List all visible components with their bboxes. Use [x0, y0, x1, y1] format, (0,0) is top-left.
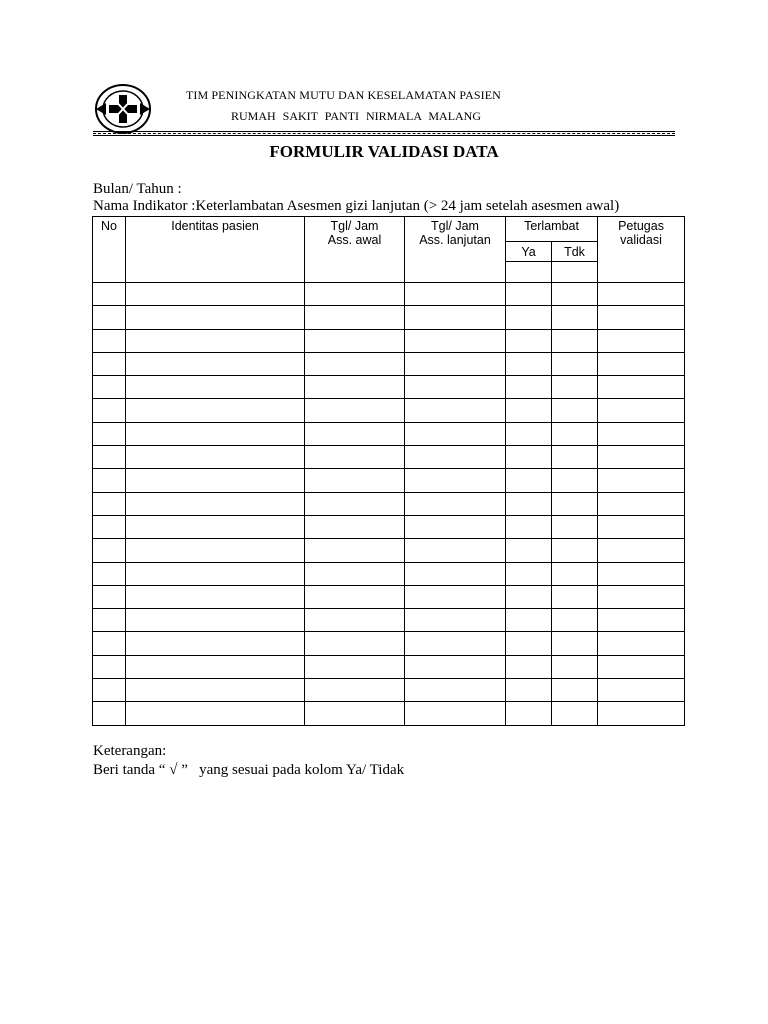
col-header-tgl-awal-line1: Tgl/ Jam	[330, 219, 379, 233]
col-header-no: No	[93, 217, 126, 283]
table-row	[93, 562, 685, 585]
table-cell[interactable]	[93, 469, 126, 492]
col-header-tgl-lanjutan-line2: Ass. lanjutan	[419, 233, 491, 247]
col-header-tgl-awal	[305, 217, 405, 283]
table-row	[93, 469, 685, 492]
table-row	[93, 702, 685, 725]
table-cell[interactable]	[305, 352, 405, 375]
keterangan-label: Keterangan:	[93, 743, 167, 759]
table-cell[interactable]	[506, 702, 552, 725]
table-cell[interactable]	[506, 376, 552, 399]
col-header-tdk: Tdk	[552, 242, 598, 262]
table-cell[interactable]	[405, 539, 506, 562]
table-cell[interactable]	[552, 632, 598, 655]
table-cell[interactable]	[126, 446, 305, 469]
table-cell[interactable]	[598, 446, 685, 469]
table-cell[interactable]	[305, 515, 405, 538]
table-cell[interactable]	[552, 702, 598, 725]
table-cell[interactable]	[405, 399, 506, 422]
table-cell[interactable]	[506, 679, 552, 702]
table-cell[interactable]	[305, 306, 405, 329]
col-header-tgl-lanjutan-line1: Tgl/ Jam	[431, 219, 479, 233]
table-cell[interactable]	[93, 422, 126, 445]
table-row	[93, 306, 685, 329]
table-cell[interactable]	[93, 492, 126, 515]
table-cell[interactable]	[506, 306, 552, 329]
table-cell[interactable]	[552, 655, 598, 678]
table-cell[interactable]	[93, 352, 126, 375]
table-cell[interactable]	[506, 585, 552, 608]
table-cell[interactable]	[598, 585, 685, 608]
table-row	[93, 399, 685, 422]
table-cell[interactable]	[405, 422, 506, 445]
table-cell[interactable]	[126, 702, 305, 725]
table-cell[interactable]	[598, 515, 685, 538]
table-cell[interactable]	[126, 632, 305, 655]
table-cell[interactable]	[405, 376, 506, 399]
table-cell[interactable]	[598, 399, 685, 422]
table-cell[interactable]	[552, 306, 598, 329]
table-cell[interactable]	[126, 539, 305, 562]
table-cell[interactable]	[405, 632, 506, 655]
keterangan-instruction: Beri tanda “ √ ” yang sesuai pada kolom Ya/ Tidak	[93, 762, 405, 778]
table-cell[interactable]	[126, 515, 305, 538]
header-blank-cell	[506, 262, 552, 283]
table-cell[interactable]	[598, 283, 685, 306]
table-cell[interactable]	[405, 306, 506, 329]
table-cell[interactable]	[305, 585, 405, 608]
table-cell[interactable]	[93, 562, 126, 585]
col-header-ya: Ya	[506, 242, 552, 262]
table-cell[interactable]	[126, 329, 305, 352]
table-row	[93, 329, 685, 352]
header-blank-cell	[552, 262, 598, 283]
table-cell[interactable]	[93, 702, 126, 725]
table-cell[interactable]	[305, 329, 405, 352]
table-cell[interactable]	[305, 422, 405, 445]
table-cell[interactable]	[598, 632, 685, 655]
table-cell[interactable]	[506, 422, 552, 445]
table-cell[interactable]	[552, 585, 598, 608]
table-cell[interactable]	[598, 562, 685, 585]
table-cell[interactable]	[305, 632, 405, 655]
validation-table	[92, 216, 685, 726]
table-cell[interactable]	[126, 422, 305, 445]
table-cell[interactable]	[405, 585, 506, 608]
header-line2: RUMAH SAKIT PANTI NIRMALA MALANG	[231, 109, 482, 123]
table-cell[interactable]	[405, 679, 506, 702]
table-cell[interactable]	[552, 399, 598, 422]
table-cell[interactable]	[126, 562, 305, 585]
table-cell[interactable]	[93, 515, 126, 538]
table-cell[interactable]	[405, 609, 506, 632]
table-cell[interactable]	[552, 469, 598, 492]
table-cell[interactable]	[126, 283, 305, 306]
table-row	[93, 492, 685, 515]
table-cell[interactable]	[552, 376, 598, 399]
col-header-tgl-lanjutan	[405, 217, 506, 283]
table-cell[interactable]	[305, 679, 405, 702]
table-cell[interactable]	[552, 283, 598, 306]
table-row	[93, 376, 685, 399]
table-row	[93, 609, 685, 632]
table-cell[interactable]	[405, 655, 506, 678]
table-cell[interactable]	[552, 352, 598, 375]
table-cell[interactable]	[126, 399, 305, 422]
table-row	[93, 655, 685, 678]
table-row	[93, 446, 685, 469]
table-cell[interactable]	[126, 609, 305, 632]
table-cell[interactable]	[598, 376, 685, 399]
table-cell[interactable]	[405, 446, 506, 469]
table-cell[interactable]	[506, 515, 552, 538]
table-cell[interactable]	[126, 376, 305, 399]
table-cell[interactable]	[598, 702, 685, 725]
table-row	[93, 352, 685, 375]
table-row	[93, 632, 685, 655]
table-cell[interactable]	[93, 609, 126, 632]
table-cell[interactable]	[552, 562, 598, 585]
col-header-terlambat: Terlambat	[506, 217, 598, 242]
table-cell[interactable]	[598, 306, 685, 329]
table-cell[interactable]	[506, 655, 552, 678]
table-cell[interactable]	[506, 609, 552, 632]
table-cell[interactable]	[552, 515, 598, 538]
table-cell[interactable]	[506, 352, 552, 375]
table-cell[interactable]	[305, 399, 405, 422]
table-cell[interactable]	[305, 283, 405, 306]
table-cell[interactable]	[405, 283, 506, 306]
col-header-petugas-line2: validasi	[620, 233, 662, 247]
table-cell[interactable]	[305, 376, 405, 399]
table-cell[interactable]	[93, 306, 126, 329]
table-cell[interactable]	[552, 609, 598, 632]
table-cell[interactable]	[598, 492, 685, 515]
table-cell[interactable]	[126, 655, 305, 678]
table-cell[interactable]	[305, 539, 405, 562]
header-divider	[93, 131, 675, 136]
table-cell[interactable]	[305, 655, 405, 678]
table-cell[interactable]	[126, 679, 305, 702]
table-row	[93, 539, 685, 562]
col-header-petugas	[598, 217, 685, 283]
table-cell[interactable]	[552, 329, 598, 352]
table-cell[interactable]	[598, 469, 685, 492]
table-cell[interactable]	[126, 492, 305, 515]
table-cell[interactable]	[305, 469, 405, 492]
table-cell[interactable]	[305, 446, 405, 469]
table-cell[interactable]	[506, 492, 552, 515]
table-row	[93, 422, 685, 445]
nama-indikator-label: Nama Indikator :Keterlambatan Asesmen gizi lanjutan (> 24 jam setelah asesmen awal)	[93, 198, 620, 214]
table-cell[interactable]	[405, 492, 506, 515]
table-cell[interactable]	[305, 492, 405, 515]
table-cell[interactable]	[126, 352, 305, 375]
form-title: FORMULIR VALIDASI DATA	[269, 142, 499, 161]
table-cell[interactable]	[598, 539, 685, 562]
table-cell[interactable]	[598, 655, 685, 678]
table-cell[interactable]	[552, 446, 598, 469]
table-cell[interactable]	[305, 562, 405, 585]
table-cell[interactable]	[506, 283, 552, 306]
bulan-tahun-label: Bulan/ Tahun :	[93, 181, 182, 197]
table-cell[interactable]	[126, 306, 305, 329]
table-cell[interactable]	[93, 376, 126, 399]
table-cell[interactable]	[598, 352, 685, 375]
table-cell[interactable]	[93, 585, 126, 608]
col-header-identitas: Identitas pasien	[126, 217, 305, 283]
table-cell[interactable]	[405, 352, 506, 375]
table-cell[interactable]	[598, 609, 685, 632]
table-cell[interactable]	[552, 539, 598, 562]
table-cell[interactable]	[506, 632, 552, 655]
table-cell[interactable]	[93, 399, 126, 422]
table-cell[interactable]	[93, 679, 126, 702]
table-row	[93, 515, 685, 538]
table-cell[interactable]	[405, 562, 506, 585]
col-header-tgl-awal-line2: Ass. awal	[327, 233, 382, 247]
table-cell[interactable]	[305, 609, 405, 632]
table-cell[interactable]	[93, 539, 126, 562]
table-cell[interactable]	[93, 632, 126, 655]
table-cell[interactable]	[506, 539, 552, 562]
table-cell[interactable]	[93, 446, 126, 469]
table-cell[interactable]	[405, 702, 506, 725]
table-row	[93, 679, 685, 702]
table-cell[interactable]	[126, 585, 305, 608]
table-cell[interactable]	[598, 422, 685, 445]
table-cell[interactable]	[506, 469, 552, 492]
table-cell[interactable]	[405, 469, 506, 492]
table-cell[interactable]	[405, 329, 506, 352]
table-cell[interactable]	[552, 679, 598, 702]
header-line1: TIM PENINGKATAN MUTU DAN KESELAMATAN PASIEN	[186, 88, 501, 102]
table-cell[interactable]	[552, 492, 598, 515]
table-cell[interactable]	[305, 702, 405, 725]
table-cell[interactable]	[126, 469, 305, 492]
table-cell[interactable]	[598, 329, 685, 352]
table-row	[93, 283, 685, 306]
hospital-logo-icon	[94, 83, 152, 135]
table-cell[interactable]	[506, 446, 552, 469]
table-cell[interactable]	[93, 283, 126, 306]
table-cell[interactable]	[93, 655, 126, 678]
table-cell[interactable]	[552, 422, 598, 445]
table-cell[interactable]	[506, 562, 552, 585]
table-row	[93, 585, 685, 608]
col-header-petugas-line1: Petugas	[618, 219, 664, 233]
table-cell[interactable]	[598, 679, 685, 702]
table-cell[interactable]	[93, 329, 126, 352]
table-body	[93, 283, 685, 726]
table-cell[interactable]	[506, 329, 552, 352]
table-cell[interactable]	[506, 399, 552, 422]
table-cell[interactable]	[405, 515, 506, 538]
